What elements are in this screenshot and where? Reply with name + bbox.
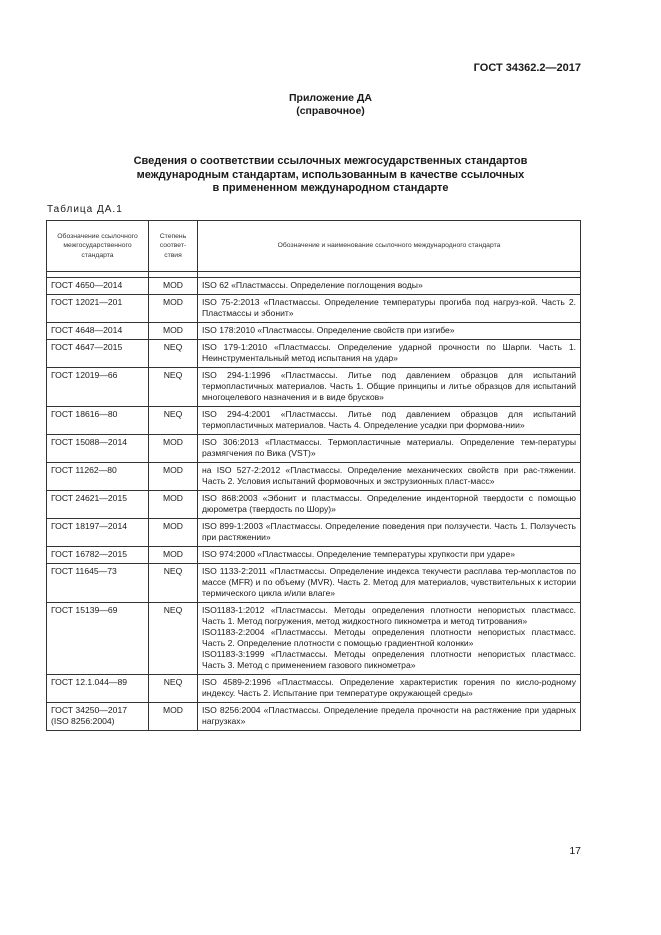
- table-row: [47, 491, 581, 519]
- column-header-degree: Степень соответ-ствия: [149, 221, 198, 272]
- correspondence-table: [46, 220, 581, 731]
- cell-standard-code: ГОСТ 16782—2015: [47, 547, 149, 564]
- cell-international-standard: [198, 491, 581, 519]
- cell-international-standard: [198, 435, 581, 463]
- appendix-subtitle: (справочное): [296, 105, 365, 117]
- cell-standard-code: ГОСТ 11645—73: [47, 564, 149, 603]
- international-standard-entry: ISO1183-1:2012 «Пластмассы. Методы определения плотности непористых пластмасс. Часть 1. Метод погружения, метод жидкостного пикнометра и метод титрования»: [202, 605, 577, 626]
- cell-standard-code: ГОСТ 24621—2015: [47, 491, 149, 519]
- table-label: Таблица ДА.1: [47, 204, 123, 215]
- cell-international-standard: [198, 675, 581, 703]
- cell-international-standard: [198, 323, 581, 340]
- appendix-heading: [0, 92, 661, 118]
- international-standard-entry: ISO 178:2010 «Пластмассы. Определение свойств при изгибе»: [202, 325, 455, 335]
- international-standard-entry: ISO 294-1:1996 «Пластмассы. Литье под давлением образцов для испытаний термопластичных материалов. Часть 1. Общие принципы и литье образцов для испытаний многоцелевого назначения и в виде брусков»: [202, 370, 576, 402]
- cell-standard-code: ГОСТ 11262—80: [47, 463, 149, 491]
- international-standard-entry: ISO 868:2003 «Эбонит и пластмассы. Определение инденторной твердости с помощью дюрометра (твердость по Шору)»: [202, 493, 576, 514]
- appendix-title: Приложение ДА: [289, 92, 372, 104]
- table-row: [47, 340, 581, 368]
- international-standard-entry: ISO 899-1:2003 «Пластмассы. Определение поведения при ползучести. Часть 1. Ползучесть при растяжении»: [202, 521, 576, 542]
- international-standard-entry: ISO 294-4:2001 «Пластмассы. Литье под давлением образцов для испытаний термопластичных материалов. Часть 4. Определение усадки при формова-нии»: [202, 409, 576, 430]
- table-row: [47, 703, 581, 731]
- section-title-line: в примененном международном стандарте: [212, 182, 449, 194]
- international-standard-entry: ISO 306:2013 «Пластмассы. Термопластичные материалы. Определение тем-пературы размягчения по Вика (VST)»: [202, 437, 576, 458]
- cell-international-standard: [198, 278, 581, 295]
- cell-international-standard: [198, 407, 581, 435]
- table-row: [47, 463, 581, 491]
- cell-standard-code: ГОСТ 18616—80: [47, 407, 149, 435]
- cell-compliance-degree: MOD: [149, 547, 198, 564]
- table-row: [47, 435, 581, 463]
- international-standard-entry: ISO 62 «Пластмассы. Определение поглощения воды»: [202, 280, 423, 290]
- table-row: [47, 295, 581, 323]
- cell-compliance-degree: NEQ: [149, 564, 198, 603]
- cell-standard-code: ГОСТ 12021—201: [47, 295, 149, 323]
- cell-compliance-degree: MOD: [149, 491, 198, 519]
- cell-compliance-degree: MOD: [149, 278, 198, 295]
- international-standard-entry: на ISO 527-2:2012 «Пластмассы. Определение механических свойств при рас-тяжении. Часть 2. Условия испытаний формовочных и экструзионных пласт-масс»: [202, 465, 576, 486]
- international-standard-entry: ISO 4589-2:1996 «Пластмассы. Определение характеристик горения по кисло-родному индексу. Часть 2. Испытание при температуре окружающей среды»: [202, 677, 576, 698]
- cell-standard-code: ГОСТ 4647—2015: [47, 340, 149, 368]
- table-row: [47, 368, 581, 407]
- table-row: [47, 675, 581, 703]
- cell-international-standard: [198, 703, 581, 731]
- cell-standard-code: ГОСТ 4650—2014: [47, 278, 149, 295]
- cell-international-standard: [198, 564, 581, 603]
- cell-international-standard: [198, 519, 581, 547]
- international-standard-entry: ISO 8256:2004 «Пластмассы. Определение предела прочности на растяжение при ударных нагрузках»: [202, 705, 576, 726]
- table-row: [47, 564, 581, 603]
- cell-international-standard: [198, 295, 581, 323]
- section-title-line: международным стандартам, использованным в качестве ссылочных: [136, 168, 525, 181]
- table-row: [47, 407, 581, 435]
- cell-standard-code: ГОСТ 12019—66: [47, 368, 149, 407]
- international-standard-entry: ISO 179-1:2010 «Пластмассы. Определение ударной прочности по Шарпи. Часть 1. Неинструментальный метод испытания на удар»: [202, 342, 576, 363]
- cell-standard-code: ГОСТ 15139—69: [47, 603, 149, 675]
- cell-compliance-degree: NEQ: [149, 675, 198, 703]
- column-header-description: Обозначение и наименование ссылочного международного стандарта: [198, 221, 581, 272]
- section-title-line: Сведения о соответствии ссылочных межгосударственных стандартов: [133, 155, 528, 167]
- cell-standard-code: ГОСТ 34250—2017 (ISO 8256:2004): [47, 703, 149, 731]
- table-row: [47, 547, 581, 564]
- cell-international-standard: [198, 368, 581, 407]
- table-row: [47, 278, 581, 295]
- cell-compliance-degree: NEQ: [149, 407, 198, 435]
- table-header-row: [47, 221, 581, 272]
- cell-international-standard: [198, 603, 581, 675]
- section-title: [60, 155, 601, 196]
- international-standard-entry: ISO1183-2:2004 «Пластмассы. Методы определения плотности непористых пластмасс. Часть 2. Определение плотности с помощью градиентной колонки»: [202, 627, 577, 648]
- cell-standard-code: ГОСТ 18197—2014: [47, 519, 149, 547]
- international-standard-entry: ISO 1133-2:2011 «Пластмассы. Определение индекса текучести расплава тер-мопластов по массе (MFR) и по объему (MVR). Часть 2. Метод для материалов, чувствительных к истории термического цикла и/или влаге»: [202, 566, 576, 598]
- table-row: [47, 519, 581, 547]
- document-code: ГОСТ 34362.2—2017: [473, 62, 581, 74]
- cell-compliance-degree: NEQ: [149, 340, 198, 368]
- cell-compliance-degree: MOD: [149, 295, 198, 323]
- cell-compliance-degree: MOD: [149, 435, 198, 463]
- cell-international-standard: [198, 463, 581, 491]
- cell-compliance-degree: MOD: [149, 703, 198, 731]
- table-row: [47, 323, 581, 340]
- table-body: [47, 272, 581, 731]
- cell-standard-code: ГОСТ 12.1.044—89: [47, 675, 149, 703]
- cell-international-standard: [198, 547, 581, 564]
- cell-compliance-degree: MOD: [149, 463, 198, 491]
- table-row: [47, 603, 581, 675]
- page-number: 17: [569, 845, 581, 857]
- cell-compliance-degree: NEQ: [149, 603, 198, 675]
- cell-standard-code: ГОСТ 15088—2014: [47, 435, 149, 463]
- column-header-code: Обозначение ссылочного межгосударственного стандарта: [47, 221, 149, 272]
- international-standard-entry: ISO 974:2000 «Пластмассы. Определение температуры хрупкости при ударе»: [202, 549, 516, 559]
- international-standard-entry: ISO1183-3:1999 «Пластмассы. Методы определения плотности непористых пластмасс. Часть 3. Метод с применением газового пикнометра»: [202, 649, 577, 670]
- cell-standard-code: ГОСТ 4648—2014: [47, 323, 149, 340]
- cell-compliance-degree: MOD: [149, 519, 198, 547]
- international-standard-entry: ISO 75-2:2013 «Пластмассы. Определение температуры прогиба под нагруз-кой. Часть 2. Пластмассы и эбонит»: [202, 297, 576, 318]
- cell-international-standard: [198, 340, 581, 368]
- cell-compliance-degree: NEQ: [149, 368, 198, 407]
- cell-compliance-degree: MOD: [149, 323, 198, 340]
